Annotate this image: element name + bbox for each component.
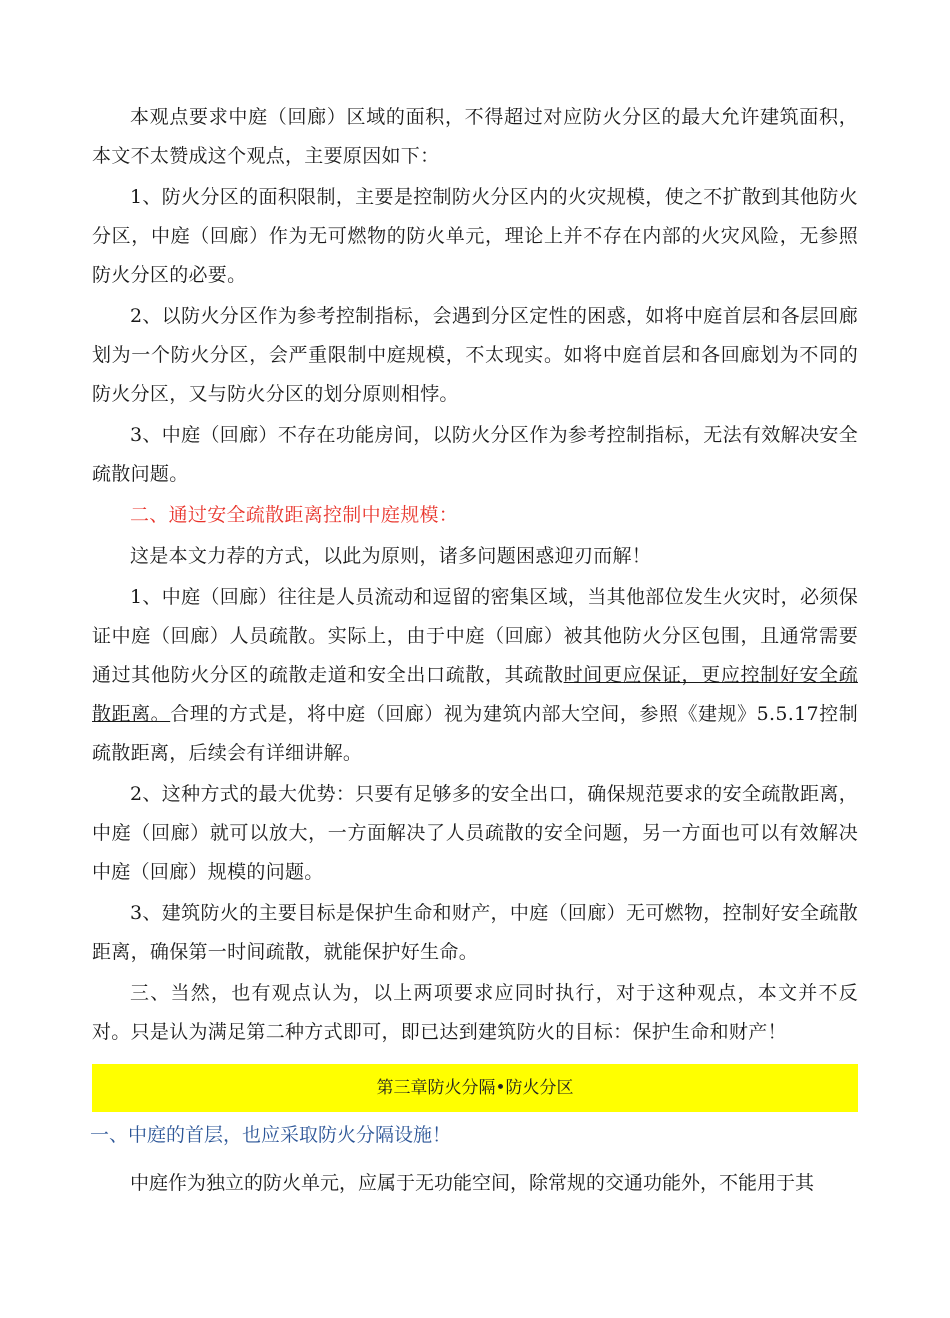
document-page	[92, 98, 858, 1203]
chapter-banner-title: 第三章防火分隔•防火分区	[376, 1078, 574, 1098]
section-2-item-2: 2、这种方式的最大优势：只要有足够多的安全出口，确保规范要求的安全疏散距离，中庭（回廊）就可以放大，一方面解决了人员疏散的安全问题，另一方面也可以有效解决中庭（回廊）规模的问题。	[92, 783, 858, 883]
section-2-heading: 二、通过安全疏散距离控制中庭规模：	[130, 504, 459, 526]
item-1-text-b: 合理的方式是，将中庭（回廊）视为建筑内部大空间，参照《建规》5.5.17控制疏散距离，后续会有详细讲解。	[92, 703, 858, 764]
paragraph-intro: 本观点要求中庭（回廊）区域的面积，不得超过对应防火分区的最大允许建筑面积，本文不太赞成这个观点，主要原因如下：	[92, 106, 858, 167]
chapter-paragraph: 中庭作为独立的防火单元，应属于无功能空间，除常规的交通功能外，不能用于其	[130, 1172, 815, 1194]
section-2-item-1	[92, 578, 858, 773]
section-3-paragraph: 三、当然，也有观点认为，以上两项要求应同时执行，对于这种观点，本文并不反对。只是认为满足第二种方式即可，即已达到建筑防火的目标：保护生命和财产！	[92, 982, 858, 1043]
item-1-underlined-text: 时间更应保证，更应控制好安全疏散距离。	[92, 664, 858, 725]
section-2-item-3: 3、建筑防火的主要目标是保护生命和财产，中庭（回廊）无可燃物，控制好安全疏散距离，确保第一时间疏散，就能保护好生命。	[92, 902, 858, 963]
chapter-banner	[92, 1064, 858, 1112]
paragraph-reason-2: 2、以防火分区作为参考控制指标，会遇到分区定性的困惑，如将中庭首层和各层回廊划为一个防火分区，会严重限制中庭规模，不太现实。如将中庭首层和各回廊划为不同的防火分区，又与防火分区的划分原则相悖。	[92, 305, 858, 405]
section-2-intro: 这是本文力荐的方式，以此为原则，诸多问题困惑迎刃而解！	[130, 545, 652, 567]
paragraph-reason-1: 1、防火分区的面积限制，主要是控制防火分区内的火灾规模，使之不扩散到其他防火分区，中庭（回廊）作为无可燃物的防火单元，理论上并不存在内部的火灾风险，无参照防火分区的必要。	[92, 186, 858, 286]
chapter-section-heading: 一、中庭的首层，也应采取防火分隔设施！	[90, 1124, 452, 1146]
paragraph-reason-3: 3、中庭（回廊）不存在功能房间，以防火分区作为参考控制指标，无法有效解决安全疏散问题。	[92, 424, 858, 485]
item-1-text-a: 1、中庭（回廊）往往是人员流动和逗留的密集区域，当其他部位发生火灾时，必须保证中庭（回廊）人员疏散。实际上，由于中庭（回廊）被其他防火分区包围，且通常需要通过其他防火分区的疏散走道和安全出口疏散，其疏散	[92, 586, 858, 686]
